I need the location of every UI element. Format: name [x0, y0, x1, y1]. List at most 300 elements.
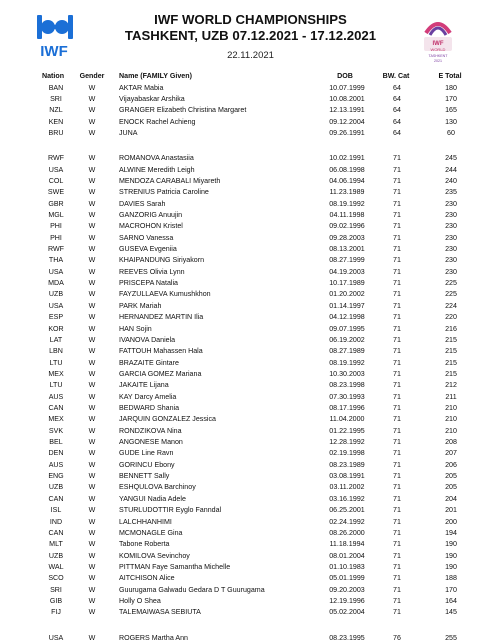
gender-cell: W: [88, 128, 96, 137]
dob-cell: 08.17.1996: [329, 404, 365, 412]
nation-cell: CAN: [48, 494, 64, 503]
bodyweight-category-cell: 71: [393, 608, 401, 617]
dob-cell: 08.23.1998: [329, 381, 365, 390]
bodyweight-category-cell: 71: [393, 460, 401, 469]
entry-total-cell: 230: [445, 222, 457, 231]
bodyweight-category-cell: 71: [393, 279, 401, 288]
entry-total-cell: 204: [445, 494, 457, 503]
table-row: [0, 301, 501, 312]
gender-cell: W: [88, 517, 96, 526]
gender-cell: W: [88, 256, 96, 265]
gender-cell: W: [88, 267, 96, 276]
bodyweight-category-cell: 64: [393, 106, 401, 115]
gender-cell: W: [88, 106, 96, 115]
gender-cell: W: [88, 211, 96, 219]
nation-cell: WAL: [48, 562, 64, 571]
gender-cell: W: [88, 528, 96, 537]
svg-text:IWF: IWF: [432, 41, 444, 47]
nation-cell: MDA: [48, 279, 64, 288]
entry-total-cell: 170: [445, 585, 457, 594]
gender-cell: W: [88, 415, 96, 424]
nation-cell: GBR: [48, 199, 64, 208]
bodyweight-category-cell: 71: [393, 313, 401, 322]
nation-cell: PHI: [50, 222, 62, 231]
athlete-name-cell: Tabone Roberta: [119, 540, 170, 549]
bodyweight-category-cell: 71: [393, 256, 401, 265]
entry-total-cell: 210: [445, 426, 457, 435]
nation-cell: DEN: [48, 449, 64, 458]
athlete-name-cell: ROMANOVA Anastasiia: [119, 154, 194, 163]
entry-total-cell: 190: [445, 540, 457, 549]
header-nation: Nation: [41, 72, 65, 80]
nation-cell: AUS: [48, 460, 64, 469]
table-row: [0, 505, 501, 516]
athlete-name-cell: Vijayabaskar Arshika: [119, 94, 185, 103]
table-row: [0, 369, 501, 380]
entry-total-cell: 215: [445, 347, 457, 356]
entry-total-cell: 225: [445, 279, 457, 288]
table-row: [0, 539, 501, 550]
table-row: [0, 380, 501, 391]
gender-cell: W: [88, 472, 96, 481]
bodyweight-category-cell: 71: [393, 449, 401, 458]
entry-total-cell: 190: [445, 562, 457, 571]
athlete-name-cell: PRISCEPA Natalia: [119, 279, 179, 288]
bodyweight-category-cell: 71: [393, 233, 401, 242]
dob-cell: 04.12.1998: [329, 313, 365, 322]
document-title: IWF WORLD CHAMPIONSHIPS: [154, 12, 347, 27]
gender-cell: W: [88, 381, 96, 390]
entry-total-cell: 215: [445, 369, 457, 378]
gender-cell: W: [88, 585, 96, 594]
table-row: [0, 83, 501, 94]
gender-cell: W: [88, 83, 96, 92]
table-row: [0, 176, 501, 187]
table-row: [0, 289, 501, 300]
dob-cell: 11.18.1994: [329, 540, 365, 549]
nation-cell: MEX: [48, 415, 64, 424]
athlete-name-cell: RONDZIKOVA Nina: [119, 426, 182, 435]
bodyweight-category-cell: 71: [393, 392, 401, 401]
nation-cell: ENG: [48, 472, 64, 481]
table-row: [0, 482, 501, 493]
gender-cell: W: [88, 358, 96, 367]
athlete-name-cell: GORINCU Ebony: [119, 460, 175, 469]
bodyweight-category-cell: 71: [393, 381, 401, 390]
nation-cell: LTU: [49, 381, 63, 390]
dob-cell: 12.19.1996: [329, 596, 365, 605]
nation-cell: BEL: [49, 438, 63, 446]
table-row: [0, 633, 501, 644]
gender-cell: W: [88, 233, 96, 242]
nation-cell: MLT: [49, 540, 63, 549]
table-row: [0, 187, 501, 198]
entry-total-cell: 164: [445, 596, 457, 605]
bodyweight-category-cell: 71: [393, 154, 401, 163]
nation-cell: ESP: [48, 313, 64, 322]
athlete-name-cell: BRAZAITE Gintare: [119, 358, 179, 367]
nation-cell: SWE: [47, 188, 65, 197]
table-row: [0, 562, 501, 573]
gender-cell: W: [88, 324, 96, 333]
bodyweight-category-cell: 64: [393, 117, 401, 126]
bodyweight-category-cell: 71: [393, 199, 401, 208]
gender-cell: W: [88, 494, 96, 503]
nation-cell: IND: [49, 517, 63, 526]
bodyweight-category-cell: 71: [393, 438, 401, 446]
table-row: [0, 117, 501, 128]
athlete-name-cell: LALCHHANHIMI: [119, 517, 172, 526]
dob-cell: 06.08.1998: [329, 165, 365, 174]
dob-cell: 08.26.2000: [329, 528, 365, 537]
dob-cell: 08.27.1989: [329, 347, 365, 356]
nation-cell: MEX: [48, 369, 64, 378]
entry-total-cell: 240: [445, 176, 457, 185]
entry-total-cell: 194: [445, 528, 457, 537]
athlete-name-cell: Holly O Shea: [119, 596, 161, 605]
athlete-name-cell: SARNO Vanessa: [119, 233, 174, 242]
bodyweight-category-cell: 71: [393, 596, 401, 605]
gender-cell: W: [88, 574, 96, 583]
bodyweight-category-cell: 76: [393, 633, 401, 642]
gender-cell: W: [88, 426, 96, 435]
nation-cell: KEN: [48, 117, 64, 126]
table-row: [0, 94, 501, 105]
nation-cell: LTU: [49, 358, 63, 367]
gender-cell: W: [88, 165, 96, 174]
nation-cell: SRI: [50, 585, 62, 594]
nation-cell: GIB: [49, 596, 63, 605]
table-row: [0, 494, 501, 505]
dob-cell: 04.19.2003: [329, 267, 365, 276]
entry-total-cell: 60: [447, 128, 455, 137]
athlete-name-cell: REEVES Olivia Lynn: [119, 267, 185, 276]
bodyweight-category-cell: 71: [393, 301, 401, 310]
gender-cell: W: [88, 335, 96, 344]
athlete-name-cell: HERNANDEZ MARTIN Ilia: [119, 313, 204, 322]
dob-cell: 11.23.1989: [329, 188, 365, 197]
bodyweight-category-cell: 71: [393, 347, 401, 356]
table-row: [0, 426, 501, 437]
athlete-name-cell: JARQUIN GONZALEZ Jessica: [119, 415, 216, 424]
athlete-name-cell: MACROHON Kristel: [119, 222, 183, 231]
bodyweight-category-cell: 71: [393, 528, 401, 537]
athlete-name-cell: FATTOUH Mahassen Hala: [119, 347, 203, 356]
entry-total-cell: 200: [445, 517, 457, 526]
dob-cell: 03.08.1991: [329, 472, 365, 481]
athlete-name-cell: HAN Sojin: [119, 324, 152, 333]
bodyweight-category-cell: 71: [393, 494, 401, 503]
gender-cell: W: [88, 117, 96, 126]
header-name: Name (FAMILY Given): [119, 72, 192, 80]
table-row: [0, 255, 501, 266]
table-row: [0, 528, 501, 539]
bodyweight-category-cell: 64: [393, 83, 401, 92]
entry-total-cell: 215: [445, 335, 457, 344]
dob-cell: 08.23.1995: [329, 633, 365, 642]
athlete-name-cell: GARCIA GOMEZ Mariana: [119, 369, 202, 378]
table-row: [0, 573, 501, 584]
bodyweight-category-cell: 71: [393, 324, 401, 333]
nation-cell: AUS: [48, 392, 64, 401]
bodyweight-category-cell: 71: [393, 404, 401, 412]
bodyweight-category-cell: 71: [393, 517, 401, 526]
nation-cell: SVK: [48, 426, 64, 435]
dob-cell: 10.07.1999: [329, 83, 365, 92]
gender-cell: W: [88, 279, 96, 288]
athlete-name-cell: PITTMAN Faye Samantha Michelle: [119, 562, 231, 571]
athlete-name-cell: AITCHISON Alice: [119, 574, 175, 583]
table-row: [0, 585, 501, 596]
dob-cell: 01.14.1997: [329, 301, 365, 310]
gender-cell: W: [88, 301, 96, 310]
table-row: [0, 128, 501, 139]
athlete-name-cell: ANGONESE Manon: [119, 438, 183, 446]
entry-total-cell: 206: [445, 460, 457, 469]
gender-cell: W: [88, 438, 96, 446]
table-row: [0, 437, 501, 448]
nation-cell: USA: [48, 633, 64, 642]
athlete-name-cell: IVANOVA Daniela: [119, 335, 176, 344]
gender-cell: W: [88, 154, 96, 163]
nation-cell: USA: [48, 267, 64, 276]
table-row: [0, 199, 501, 210]
athlete-name-cell: DAVIES Sarah: [119, 199, 166, 208]
table-row: [0, 392, 501, 403]
entry-total-cell: 180: [445, 83, 457, 92]
table-row: [0, 221, 501, 232]
dob-cell: 03.16.1992: [329, 494, 365, 503]
table-row: [0, 460, 501, 471]
entry-total-cell: 170: [445, 94, 457, 103]
table-row: [0, 471, 501, 482]
athlete-name-cell: STURLUDOTTIR Eyglo Fanndal: [119, 506, 222, 515]
bodyweight-category-cell: 71: [393, 369, 401, 378]
entry-total-cell: 201: [445, 506, 457, 515]
header-total: E Total: [438, 72, 462, 80]
entry-total-cell: 210: [445, 415, 457, 424]
dob-cell: 02.19.1998: [329, 449, 365, 458]
nation-cell: FIJ: [51, 608, 61, 617]
table-row: [0, 596, 501, 607]
bodyweight-category-cell: 71: [393, 267, 401, 276]
table-row: [0, 551, 501, 562]
dob-cell: 06.19.2002: [329, 335, 365, 344]
dob-cell: 04.11.1998: [329, 211, 365, 219]
athlete-name-cell: GUDE Line Ravn: [119, 449, 174, 458]
entry-total-cell: 215: [445, 358, 457, 367]
entry-total-cell: 212: [445, 381, 457, 390]
dob-cell: 10.02.1991: [329, 154, 365, 163]
table-row: [0, 403, 501, 414]
bodyweight-category-cell: 71: [393, 472, 401, 481]
table-row: [0, 210, 501, 221]
nation-cell: PHI: [50, 233, 62, 242]
gender-cell: W: [88, 188, 96, 197]
entry-total-cell: 245: [445, 154, 457, 163]
gender-cell: W: [88, 506, 96, 515]
bodyweight-category-cell: 71: [393, 245, 401, 253]
bodyweight-category-cell: 71: [393, 222, 401, 231]
athlete-name-cell: TALEMAIWASA SEBIUTA: [119, 608, 201, 617]
entry-total-cell: 230: [445, 199, 457, 208]
athlete-name-cell: JAKAITE Lijana: [119, 381, 169, 390]
entry-total-cell: 188: [445, 574, 457, 583]
gender-cell: W: [88, 551, 96, 560]
document-subtitle: TASHKENT, UZB 07.12.2021 - 17.12.2021: [124, 28, 377, 43]
bodyweight-category-cell: 71: [393, 506, 401, 515]
entry-total-cell: 207: [445, 449, 457, 458]
athlete-name-cell: GUSEVA Evgeniia: [119, 245, 177, 253]
table-row: [0, 517, 501, 528]
gender-cell: W: [88, 460, 96, 469]
gender-cell: W: [88, 540, 96, 549]
bodyweight-category-cell: 71: [393, 358, 401, 367]
nation-cell: BAN: [48, 83, 64, 92]
dob-cell: 11.04.2000: [329, 415, 365, 424]
dob-cell: 03.11.2002: [329, 483, 365, 492]
entry-total-cell: 145: [445, 608, 457, 617]
bodyweight-category-cell: 71: [393, 188, 401, 197]
table-row: [0, 414, 501, 425]
dob-cell: 01.22.1995: [329, 426, 365, 435]
dob-cell: 08.13.2001: [329, 245, 365, 253]
athlete-name-cell: GANZORIG Anuujin: [119, 211, 183, 219]
bodyweight-category-cell: 71: [393, 540, 401, 549]
gender-cell: W: [88, 176, 96, 185]
table-row: [0, 312, 501, 323]
dob-cell: 12.28.1992: [329, 438, 365, 446]
document-date: 22.11.2021: [227, 50, 274, 61]
nation-cell: COL: [48, 176, 64, 185]
athlete-name-cell: ENOCK Rachel Achieng: [119, 117, 196, 126]
table-row: [0, 153, 501, 164]
athlete-name-cell: Guurugama Galwadu Gedara D T Guurugama: [119, 585, 265, 594]
table-row: [0, 358, 501, 369]
table-row: [0, 607, 501, 618]
athlete-name-cell: AKTAR Mabia: [119, 83, 164, 92]
dob-cell: 07.30.1993: [329, 392, 365, 401]
gender-cell: W: [88, 290, 96, 299]
athlete-name-cell: MENDOZA CARABALI Miyareth: [119, 176, 221, 185]
bodyweight-category-cell: 71: [393, 483, 401, 492]
bodyweight-category-cell: 71: [393, 176, 401, 185]
athlete-name-cell: GRANGER Elizabeth Christina Margaret: [119, 106, 247, 115]
athlete-name-cell: PARK Mariah: [119, 301, 162, 310]
entry-total-cell: 190: [445, 551, 457, 560]
athlete-name-cell: KAY Darcy Amelia: [119, 392, 177, 401]
gender-cell: W: [88, 633, 96, 642]
entry-total-cell: 230: [445, 233, 457, 242]
athlete-name-cell: YANGUI Nadia Adele: [119, 494, 186, 503]
entry-total-cell: 224: [445, 301, 457, 310]
athlete-name-cell: ALWINE Meredith Leigh: [119, 165, 195, 174]
gender-cell: W: [88, 608, 96, 617]
nation-cell: CAN: [48, 528, 64, 537]
entry-total-cell: 208: [445, 438, 457, 446]
gender-cell: W: [88, 596, 96, 605]
dob-cell: 06.25.2001: [329, 506, 365, 515]
entry-total-cell: 210: [445, 404, 457, 412]
bodyweight-category-cell: 64: [393, 94, 401, 103]
athlete-name-cell: JUNA: [119, 128, 138, 137]
athlete-name-cell: BENNETT Sally: [119, 472, 170, 481]
bodyweight-category-cell: 71: [393, 426, 401, 435]
bodyweight-category-cell: 71: [393, 574, 401, 583]
dob-cell: 08.27.1999: [329, 256, 365, 265]
nation-cell: LBN: [49, 347, 63, 356]
nation-cell: UZB: [48, 483, 64, 492]
bodyweight-category-cell: 71: [393, 562, 401, 571]
nation-cell: RWF: [47, 154, 65, 163]
nation-cell: ISL: [50, 506, 62, 515]
bodyweight-category-cell: 64: [393, 128, 401, 137]
bodyweight-category-cell: 71: [393, 165, 401, 174]
bodyweight-category-cell: 71: [393, 551, 401, 560]
gender-cell: W: [88, 94, 96, 103]
entry-total-cell: 230: [445, 256, 457, 265]
svg-text:WORLD: WORLD: [430, 47, 446, 52]
gender-cell: W: [88, 313, 96, 322]
dob-cell: 09.20.2003: [329, 585, 365, 594]
entry-total-cell: 205: [445, 472, 457, 481]
athlete-name-cell: KOMILOVA Sevinchoy: [119, 551, 190, 560]
dob-cell: 01.10.1983: [329, 562, 365, 571]
gender-cell: W: [88, 369, 96, 378]
dob-cell: 10.30.2003: [329, 369, 365, 378]
gender-cell: W: [88, 392, 96, 401]
table-row: [0, 324, 501, 335]
entry-total-cell: 235: [445, 188, 457, 197]
nation-cell: KOR: [48, 324, 64, 333]
nation-cell: RWF: [47, 245, 65, 253]
dob-cell: 09.07.1995: [329, 324, 365, 333]
header-gender: Gender: [79, 72, 105, 80]
nation-cell: USA: [48, 165, 64, 174]
bodyweight-category-cell: 71: [393, 415, 401, 424]
entry-total-cell: 211: [445, 392, 457, 401]
table-row: [0, 244, 501, 255]
dob-cell: 05.02.2004: [329, 608, 365, 617]
dob-cell: 09.02.1996: [329, 222, 365, 231]
entry-total-cell: 230: [445, 245, 457, 253]
dob-cell: 08.23.1989: [329, 460, 365, 469]
table-row: [0, 346, 501, 357]
nation-cell: NZL: [49, 106, 63, 115]
entry-total-cell: 220: [445, 313, 457, 322]
gender-cell: W: [88, 199, 96, 208]
entry-total-cell: 165: [445, 106, 457, 115]
athlete-name-cell: KHAIPANDUNG Siriyakorn: [119, 256, 205, 265]
nation-cell: SRI: [50, 94, 62, 103]
entry-total-cell: 205: [445, 483, 457, 492]
dob-cell: 02.24.1992: [329, 517, 365, 526]
bodyweight-category-cell: 71: [393, 211, 401, 219]
table-row: [0, 233, 501, 244]
gender-cell: W: [88, 404, 96, 412]
gender-cell: W: [88, 222, 96, 231]
dob-cell: 09.26.1991: [329, 128, 365, 137]
entry-total-cell: 130: [445, 117, 457, 126]
athlete-name-cell: FAYZULLAEVA Kumushkhon: [119, 290, 211, 299]
table-row: [0, 278, 501, 289]
athlete-name-cell: ESHQULOVA Barchinoy: [119, 483, 196, 492]
nation-cell: CAN: [48, 404, 64, 412]
svg-text:2021: 2021: [434, 59, 442, 63]
athlete-name-cell: STRENIUS Patricia Caroline: [119, 188, 209, 197]
table-row: [0, 105, 501, 116]
table-row: [0, 335, 501, 346]
